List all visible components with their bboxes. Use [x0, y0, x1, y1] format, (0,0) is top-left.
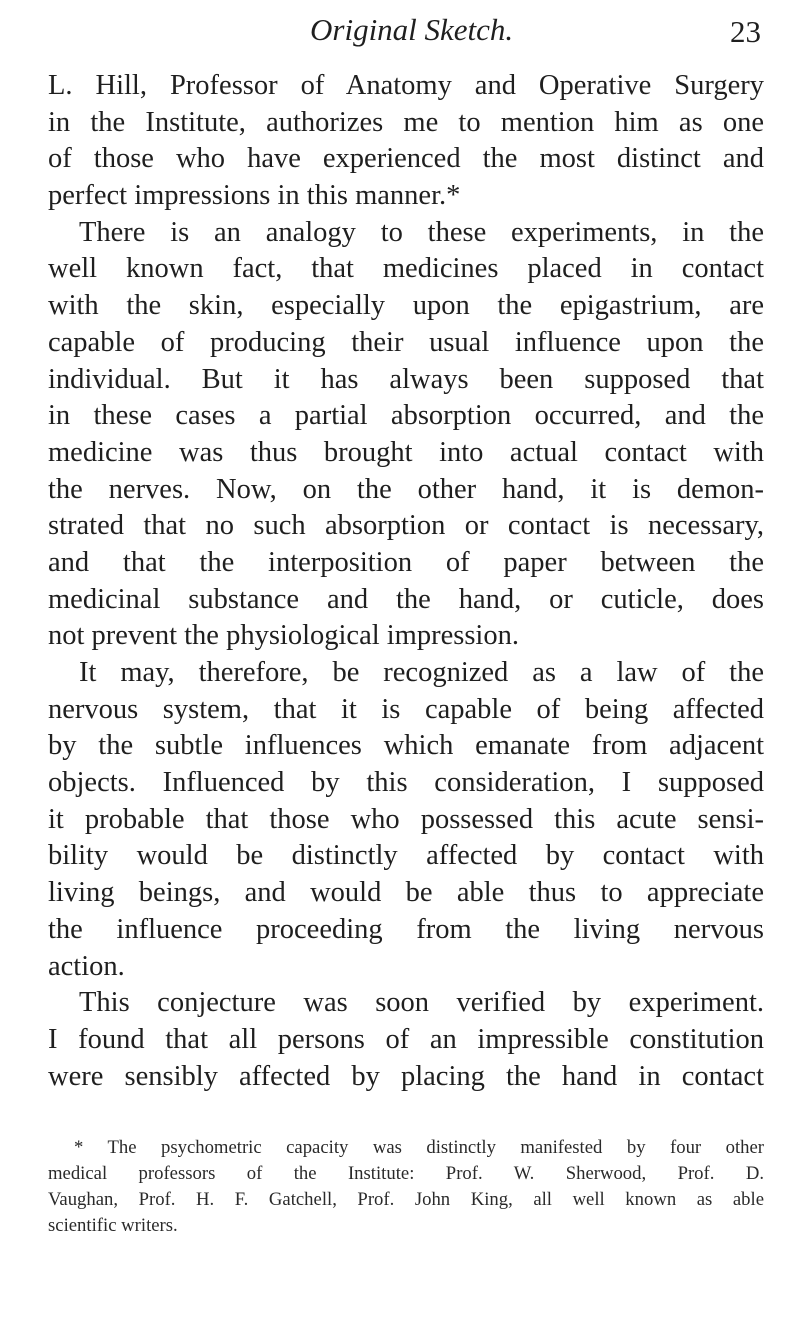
text-line: well known fact, that medicines placed in contact: [48, 253, 764, 285]
text-line: not prevent the physiological impression.: [48, 620, 519, 652]
footnote-line: * The psychometric capacity was distinctly manifested by four other: [74, 1137, 764, 1158]
text-line: nervous system, that it is capable of being affected: [48, 693, 764, 725]
text-line: I found that all persons of an impressible constitution: [48, 1023, 764, 1055]
text-line: strated that no such absorption or contact is necessary,: [48, 510, 764, 542]
text-line: were sensibly affected by placing the hand in contact: [48, 1060, 764, 1092]
footnote-line: Vaughan, Prof. H. F. Gatchell, Prof. John King, all well known as able: [48, 1189, 764, 1210]
footnote-line: scientific writers.: [48, 1215, 178, 1236]
text-line: medicinal substance and the hand, or cuticle, does: [48, 583, 764, 615]
text-line: and that the interposition of paper between the: [48, 546, 764, 578]
footnote: [48, 1135, 764, 1239]
text-line: by the subtle influences which emanate from adjacent: [48, 730, 764, 762]
running-title: Original Sketch.: [310, 12, 514, 47]
page-header: [0, 10, 800, 50]
text-line: bility would be distinctly affected by contact with: [48, 840, 764, 872]
footnote-line: medical professors of the Institute: Prof. W. Sherwood, Prof. D.: [48, 1163, 764, 1184]
text-line: living beings, and would be able thus to appreciate: [48, 877, 764, 909]
text-line: of those who have experienced the most distinct and: [48, 143, 764, 175]
text-line: L. Hill, Professor of Anatomy and Operative Surgery: [48, 70, 764, 101]
text-line: the influence proceeding from the living nervous: [48, 913, 764, 945]
text-line: perfect impressions in this manner.*: [48, 180, 461, 212]
text-line: the nerves. Now, on the other hand, it is demon-: [48, 473, 764, 505]
text-line: in these cases a partial absorption occurred, and the: [48, 400, 764, 432]
text-line: in the Institute, authorizes me to mention him as one: [48, 106, 764, 138]
text-line: This conjecture was soon verified by experiment.: [79, 987, 764, 1019]
page-number: 23: [730, 14, 761, 49]
text-line: with the skin, especially upon the epigastrium, are: [48, 290, 764, 322]
text-line: it probable that those who possessed this acute sensi-: [48, 803, 764, 835]
body-text: [48, 68, 764, 1095]
text-line: action.: [48, 950, 125, 982]
text-line: It may, therefore, be recognized as a law of the: [79, 657, 764, 688]
text-line: There is an analogy to these experiments, in the: [79, 216, 764, 248]
text-line: individual. But it has always been supposed that: [48, 363, 764, 395]
text-line: objects. Influenced by this consideration, I supposed: [48, 767, 764, 799]
text-line: capable of producing their usual influence upon the: [48, 326, 764, 358]
text-line: medicine was thus brought into actual contact with: [48, 436, 764, 468]
